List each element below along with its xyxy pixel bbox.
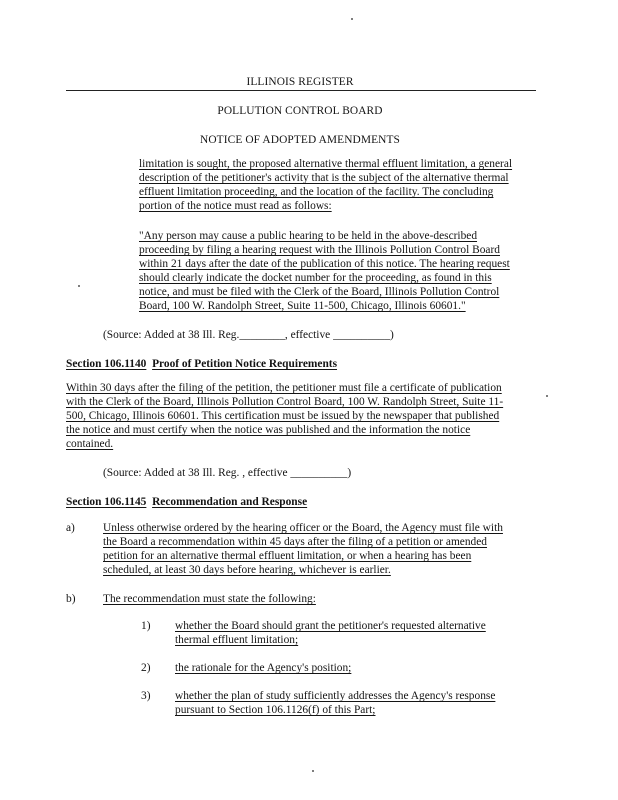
section-title: Recommendation and Response bbox=[152, 496, 308, 508]
section-number: Section 106.1145 bbox=[66, 496, 147, 508]
text-line: Unless otherwise ordered by the hearing officer or the Board, the Agency must file with bbox=[103, 522, 503, 534]
section-heading-1140 bbox=[66, 357, 546, 371]
text-line: limitation is sought, the proposed alternative thermal effluent limitation, a general bbox=[139, 158, 513, 170]
notice-header: NOTICE OF ADOPTED AMENDMENTS bbox=[200, 134, 400, 146]
text-line: pursuant to Section 106.1126(f) of this Part; bbox=[175, 704, 376, 716]
section-title: Proof of Petition Notice Requirements bbox=[152, 358, 338, 370]
section-1140-body bbox=[66, 381, 536, 451]
item-b-text: The recommendation must state the following: bbox=[103, 593, 316, 605]
text-line: Within 30 days after the filing of the petition, the petitioner must file a certificate of publication bbox=[66, 382, 502, 394]
subitem-text bbox=[175, 661, 535, 675]
subitem-number: 2) bbox=[141, 662, 151, 674]
scan-speck bbox=[312, 770, 314, 772]
register-header: ILLINOIS REGISTER bbox=[246, 76, 354, 88]
text-line: proceeding by filing a hearing request with the Illinois Pollution Control Board bbox=[139, 244, 500, 256]
text-line: the rationale for the Agency's position; bbox=[175, 662, 352, 674]
scan-speck bbox=[78, 285, 80, 287]
subitem-number: 3) bbox=[141, 690, 151, 702]
text-line: petition for an alternative thermal effluent limitation, or when a hearing has been bbox=[103, 550, 472, 562]
text-line: "Any person may cause a public hearing to be held in the above-described bbox=[139, 230, 478, 242]
section-number: Section 106.1140 bbox=[66, 358, 147, 370]
text-line: the notice and must certify when the notice was published and the information the notice bbox=[66, 424, 471, 436]
scan-speck bbox=[546, 395, 548, 397]
item-label-a: a) bbox=[66, 522, 75, 534]
subitem-text bbox=[175, 619, 535, 647]
item-a-text bbox=[103, 521, 535, 577]
section-heading-1145 bbox=[66, 495, 546, 509]
source-note: (Source: Added at 38 Ill. Reg.________, effective __________) bbox=[103, 329, 394, 341]
text-line: notice, and must be filed with the Clerk of the Board, Illinois Pollution Control bbox=[139, 286, 500, 298]
text-line: whether the Board should grant the petitioner's requested alternative bbox=[175, 620, 486, 632]
source-note: (Source: Added at 38 Ill. Reg. , effective __________) bbox=[103, 467, 352, 479]
text-line: the Board a recommendation within 45 days after the filing of a petition or amended bbox=[103, 536, 488, 548]
text-line: thermal effluent limitation; bbox=[175, 634, 299, 646]
quoted-notice bbox=[139, 229, 539, 313]
text-line: scheduled, at least 30 days before hearing, whichever is earlier. bbox=[103, 564, 391, 576]
text-line: within 21 days after the date of the publication of this notice. The hearing request bbox=[139, 258, 510, 270]
text-line: should clearly indicate the docket number for the proceeding, as found in this bbox=[139, 272, 492, 284]
continued-paragraph bbox=[139, 157, 539, 213]
text-line: Board, 100 W. Randolph Street, Suite 11-500, Chicago, Illinois 60601." bbox=[139, 300, 466, 312]
text-line: whether the plan of study sufficiently addresses the Agency's response bbox=[175, 690, 496, 702]
subitem-text bbox=[175, 689, 535, 717]
text-line: 500, Chicago, Illinois 60601. This certification must be issued by the newspaper that published bbox=[66, 410, 500, 422]
subitem-number: 1) bbox=[141, 620, 151, 632]
scan-speck bbox=[351, 18, 353, 20]
header-rule bbox=[66, 90, 536, 91]
text-line: contained. bbox=[66, 438, 114, 450]
text-line: description of the petitioner's activity that is the subject of the alternative thermal bbox=[139, 172, 509, 184]
text-line: portion of the notice must read as follows: bbox=[139, 200, 332, 212]
item-label-b: b) bbox=[66, 593, 76, 605]
board-header: POLLUTION CONTROL BOARD bbox=[217, 105, 383, 117]
text-line: with the Clerk of the Board, Illinois Pollution Control Board, 100 W. Randolph Street, Suite 11- bbox=[66, 396, 504, 408]
text-line: effluent limitation proceeding, and the location of the facility. The concluding bbox=[139, 186, 494, 198]
